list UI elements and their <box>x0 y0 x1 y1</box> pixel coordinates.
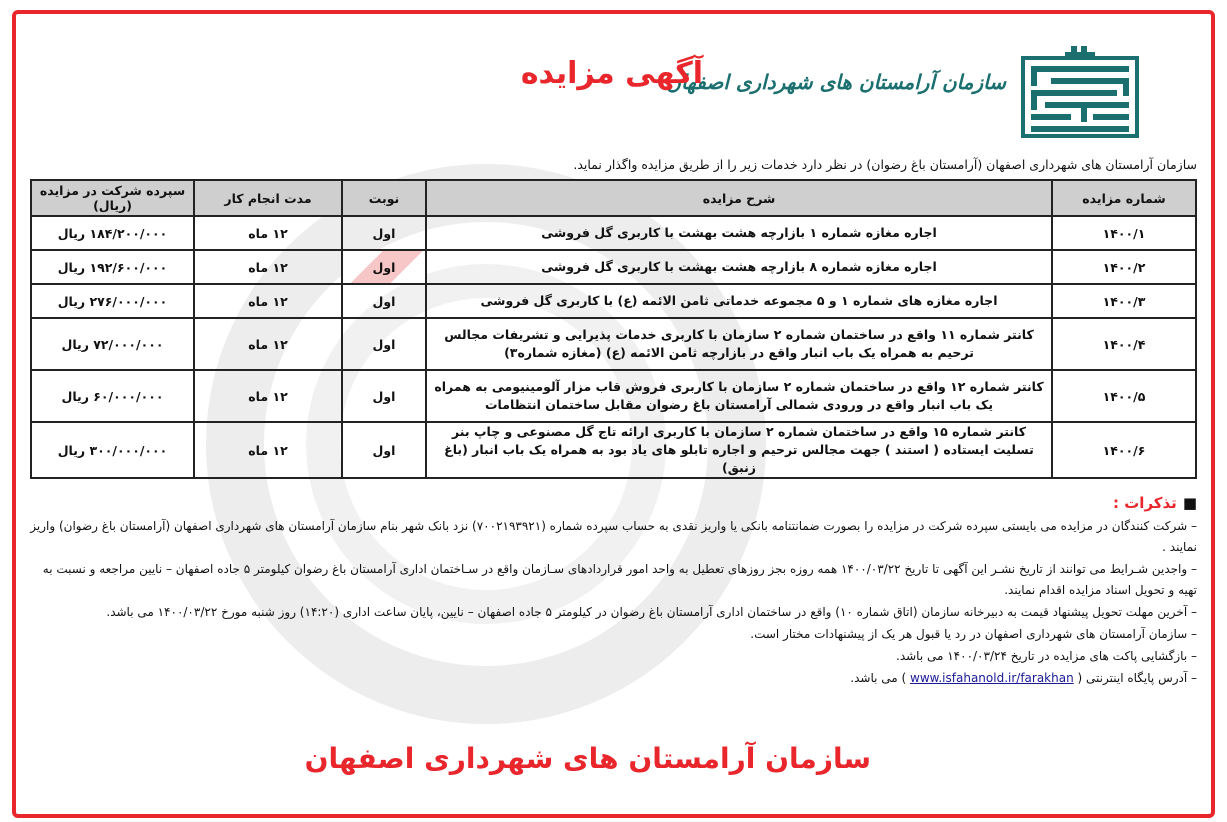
notes-heading <box>1113 494 1197 512</box>
intro-text: سازمان آرامستان های شهرداری اصفهان (آرامستان باغ رضوان) در نظر دارد خدمات زیر را از طریق مزایده واگذار نماید. <box>573 157 1197 172</box>
row-description: اجاره مغازه های شماره ۱ و ۵ مجموعه خدماتی ثامن الائمه (ع) با کاربری گل فروشی <box>426 284 1052 318</box>
row-number: ۱۴۰۰/۶ <box>1052 422 1196 478</box>
row-deposit: ۱۸۴/۲۰۰/۰۰۰ ریال <box>31 216 194 250</box>
organization-name: سازمان آرامستان های شهرداری اصفهان <box>666 70 1006 94</box>
notes-title: تذکرات : <box>1113 494 1177 512</box>
list-item: – واجدین شـرایط می توانند از تاریخ نشـر این آگهی تا تاریخ ۱۴۰۰/۰۳/۲۲ همه روزه بجز روزهای تعطیل به واحد امور قراردادهای سـازمان واقع در سـاختمان اداری آرامستان باغ رضوان کیلومتر ۵ جاده اصفهان – نایین مراجعه و نسبت به تهیه و تحویل اسناد مزایده اقدام نمایند. <box>42 562 1197 597</box>
list-item: – شرکت کنندگان در مزایده می بایستی سپرده شرکت در مزایده را بصورت ضمانتنامه بانکی یا واریز نقدی به حساب سپرده شماره (۷۰۰۲۱۹۳۹۲۱) نزد بانک شهر بنام سازمان آرامستان های شهرداری اصفهان (آرامستان باغ رضوان) واریز نمایند . <box>30 519 1197 554</box>
row-number: ۱۴۰۰/۴ <box>1052 318 1196 370</box>
auction-table <box>30 179 1197 479</box>
list-item: – بازگشایی پاکت های مزایده در تاریخ ۱۴۰۰/۰۳/۲۴ می باشد. <box>896 649 1197 663</box>
row-duration: ۱۲ ماه <box>194 216 342 250</box>
row-duration: ۱۲ ماه <box>194 318 342 370</box>
list-item: – سازمان آرامستان های شهرداری اصفهان در رد یا قبول هر یک از پیشنهادات مختار است. <box>750 627 1197 641</box>
organization-logo-icon <box>1021 44 1139 138</box>
footer-org-name: سازمان آرامستان های شهرداری اصفهان <box>304 742 871 775</box>
row-description: اجاره مغازه شماره ۸ بازارچه هشت بهشت با کاربری گل فروشی <box>426 250 1052 284</box>
table-header-row <box>31 180 1196 216</box>
row-description: اجاره مغازه شماره ۱ بازارچه هشت بهشت با کاربری گل فروشی <box>426 216 1052 250</box>
row-description: کانتر شماره ۱۵ واقع در ساختمان شماره ۲ سازمان با کاربری ارائه تاج گل مصنوعی و چاپ بنر تسلیت ایستاده ( استند ) جهت مجالس ترحیم و اجاره تابلو های یاد بود به همراه یک باب انبار (باغ زنبق) <box>426 422 1052 478</box>
list-item: – آخرین مهلت تحویل پیشنهاد قیمت به دبیرخانه سازمان (اتاق شماره ۱۰) واقع در ساختمان اداری آرامستان باغ رضوان در کیلومتر ۵ جاده اصفهان – نایین، پایان ساعت اداری (۱۴:۲۰) روز شنبه مورخ ۱۴۰۰/۰۳/۲۲ می باشد. <box>106 605 1197 619</box>
website-link[interactable]: www.isfahanold.ir/farakhan <box>910 671 1074 685</box>
row-deposit: ۶۰/۰۰۰/۰۰۰ ریال <box>31 370 194 422</box>
ad-content <box>16 14 1211 814</box>
row-deposit: ۳۰۰/۰۰۰/۰۰۰ ریال <box>31 422 194 478</box>
row-deposit: ۷۲/۰۰۰/۰۰۰ ریال <box>31 318 194 370</box>
header-turn: نوبت <box>342 180 426 216</box>
row-turn: اول <box>342 250 426 284</box>
row-number: ۱۴۰۰/۱ <box>1052 216 1196 250</box>
row-description: کانتر شماره ۱۲ واقع در ساختمان شماره ۲ سازمان با کاربری فروش قاب مزار آلومینیومی به همراه یک باب انبار واقع در ورودی شمالی آرامستان باغ رضوان مقابل ساختمان انتظامات <box>426 370 1052 422</box>
row-turn: اول <box>342 318 426 370</box>
website-suffix: ) می باشد. <box>850 671 907 685</box>
row-number: ۱۴۰۰/۵ <box>1052 370 1196 422</box>
notes-list <box>27 516 1197 690</box>
table-row <box>31 422 1196 478</box>
table-row <box>31 370 1196 422</box>
row-deposit: ۲۷۶/۰۰۰/۰۰۰ ریال <box>31 284 194 318</box>
row-duration: ۱۲ ماه <box>194 422 342 478</box>
square-bullet-icon: ■ <box>1182 494 1197 512</box>
website-prefix: – آدرس پایگاه اینترنتی ( <box>1077 671 1197 685</box>
row-duration: ۱۲ ماه <box>194 250 342 284</box>
list-item <box>27 668 1197 689</box>
row-number: ۱۴۰۰/۲ <box>1052 250 1196 284</box>
row-description: کانتر شماره ۱۱ واقع در ساختمان شماره ۲ سازمان با کاربری خدمات پذیرایی و تشریفات مجالس ترحیم به همراه یک باب انبار واقع در بازارچه ثامن الائمه (ع) (مغازه شماره۳) <box>426 318 1052 370</box>
table-row <box>31 284 1196 318</box>
header-description: شرح مزایده <box>426 180 1052 216</box>
row-turn: اول <box>342 422 426 478</box>
row-turn: اول <box>342 284 426 318</box>
header-deposit: سپرده شرکت در مزایده (ریال) <box>31 180 194 216</box>
row-deposit: ۱۹۲/۶۰۰/۰۰۰ ریال <box>31 250 194 284</box>
ad-frame <box>12 10 1215 818</box>
row-number: ۱۴۰۰/۳ <box>1052 284 1196 318</box>
header-number: شماره مزایده <box>1052 180 1196 216</box>
row-duration: ۱۲ ماه <box>194 370 342 422</box>
table-row <box>31 216 1196 250</box>
header-duration: مدت انجام کار <box>194 180 342 216</box>
table-row <box>31 250 1196 284</box>
table-row <box>31 318 1196 370</box>
row-duration: ۱۲ ماه <box>194 284 342 318</box>
row-turn: اول <box>342 216 426 250</box>
page-title: آگهی مزایده <box>520 56 703 91</box>
row-turn: اول <box>342 370 426 422</box>
